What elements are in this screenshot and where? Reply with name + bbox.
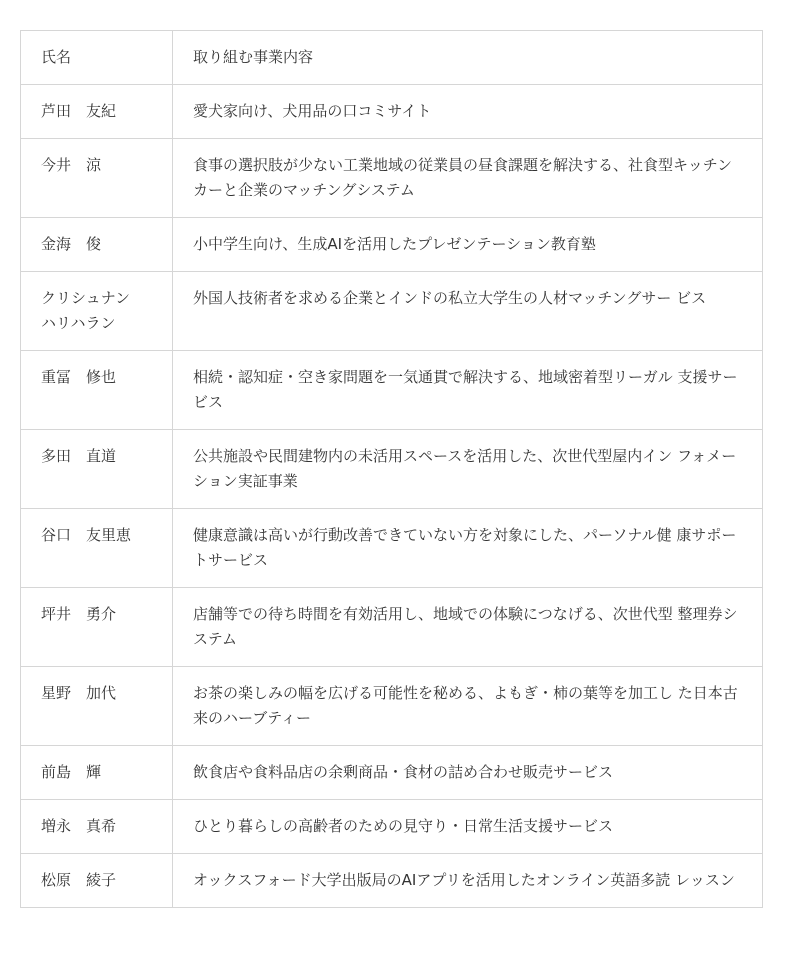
business-cell: オックスフォード大学出版局のAIアプリを活用したオンライン英語多読 レッスン xyxy=(173,854,763,908)
table-row xyxy=(21,509,763,588)
business-cell: 愛犬家向け、犬用品の口コミサイト xyxy=(173,85,763,139)
business-cell: 小中学生向け、生成AIを活用したプレゼンテーション教育塾 xyxy=(173,218,763,272)
business-cell: 健康意識は高いが行動改善できていない方を対象にした、パーソナル健 康サポートサービス xyxy=(173,509,763,588)
table-row xyxy=(21,854,763,908)
business-cell: 食事の選択肢が少ない工業地域の従業員の昼食課題を解決する、社食型キッチンカーと企業のマッチングシステム xyxy=(173,139,763,218)
name-cell: 前島 輝 xyxy=(21,746,173,800)
table-header-row xyxy=(21,31,763,85)
table-row xyxy=(21,85,763,139)
name-cell: 坪井 勇介 xyxy=(21,588,173,667)
business-table xyxy=(20,30,763,908)
name-cell: 芦田 友紀 xyxy=(21,85,173,139)
name-cell: 多田 直道 xyxy=(21,430,173,509)
table-row xyxy=(21,667,763,746)
table-row xyxy=(21,800,763,854)
table-row xyxy=(21,218,763,272)
name-cell: 増永 真希 xyxy=(21,800,173,854)
business-cell: お茶の楽しみの幅を広げる可能性を秘める、よもぎ・柿の葉等を加工し た日本古来のハーブティー xyxy=(173,667,763,746)
business-cell: 相続・認知症・空き家問題を一気通貫で解決する、地域密着型リーガル 支援サービス xyxy=(173,351,763,430)
table-row xyxy=(21,139,763,218)
header-name-cell: 氏名 xyxy=(21,31,173,85)
business-cell: 飲食店や食料品店の余剰商品・食材の詰め合わせ販売サービス xyxy=(173,746,763,800)
table-row xyxy=(21,272,763,351)
table-row xyxy=(21,430,763,509)
name-cell: 金海 俊 xyxy=(21,218,173,272)
name-cell: 星野 加代 xyxy=(21,667,173,746)
table-row xyxy=(21,588,763,667)
table-row xyxy=(21,351,763,430)
business-cell: 外国人技術者を求める企業とインドの私立大学生の人材マッチングサー ビス xyxy=(173,272,763,351)
business-cell: 店舗等での待ち時間を有効活用し、地域での体験につなげる、次世代型 整理券システム xyxy=(173,588,763,667)
name-cell: 今井 涼 xyxy=(21,139,173,218)
name-cell: 谷口 友里恵 xyxy=(21,509,173,588)
business-cell: 公共施設や民間建物内の未活用スペースを活用した、次世代型屋内イン フォメーション実証事業 xyxy=(173,430,763,509)
business-cell: ひとり暮らしの高齢者のための見守り・日常生活支援サービス xyxy=(173,800,763,854)
name-cell: クリシュナン ハリハラン xyxy=(21,272,173,351)
name-cell: 松原 綾子 xyxy=(21,854,173,908)
business-table-container xyxy=(20,30,762,908)
header-business-cell: 取り組む事業内容 xyxy=(173,31,763,85)
table-row xyxy=(21,746,763,800)
name-cell: 重冨 修也 xyxy=(21,351,173,430)
